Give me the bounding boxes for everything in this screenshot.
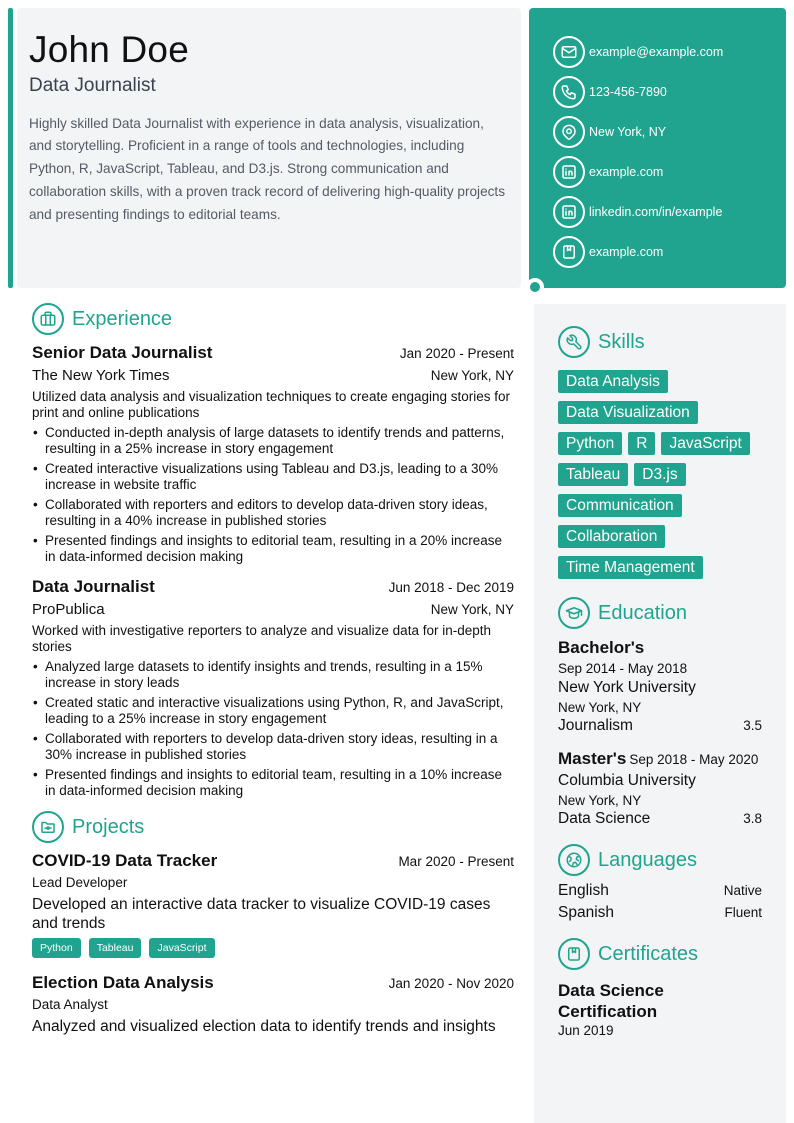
institution: Columbia University [558,772,696,789]
section-title: Skills [598,330,645,353]
job-bullet: • Analyzed large datasets to identify insights and trends, resulting in a 15% increase in story leads [32,659,514,691]
candidate-role: Data Journalist [29,74,156,96]
job-description: Utilized data analysis and visualization techniques to create engaging stories for print and online publications [32,389,511,420]
language-row [558,882,762,900]
contact-website-2-text: example.com [589,245,664,259]
education-dates: Sep 2018 - May 2020 [629,752,759,767]
job-dates: Jun 2018 - Dec 2019 [388,580,514,595]
skill-tag: Time Management [558,556,703,579]
language-name: Spanish [558,904,615,921]
linkedin-icon [553,196,585,228]
certificate-item [558,980,762,1038]
certificate-icon [558,938,590,970]
experience-header [32,303,514,335]
job-bullet: • Collaborated with reporters and editors to develop data-driven story ideas, resulting in a 40% increase in published stories [32,497,514,529]
contact-website-1-text: example.com [589,165,664,179]
location-pin-icon [553,116,585,148]
job-bullet: • Conducted in-depth analysis of large datasets to identify trends and patterns, resulting in a 25% increase in story engagement [32,425,514,457]
job-bullet: • Presented findings and insights to editorial team, resulting in a 20% increase in data-informed decision making [32,533,514,565]
contact-linkedin-text: linkedin.com/in/example [589,205,723,219]
language-name: English [558,882,609,899]
job-bullets [32,425,514,565]
section-title: Certificates [598,942,699,965]
project-title: Election Data Analysis [32,973,214,992]
globe-icon [558,844,590,876]
folder-icon [32,811,64,843]
mail-icon [553,36,585,68]
skills-header [558,326,762,358]
education-header [558,597,762,629]
accent-bar [8,8,13,288]
field-of-study: Data Science [558,810,651,827]
header-panel [17,8,521,288]
job-title: Data Journalist [32,577,155,596]
certificate-date: Jun 2019 [558,1023,614,1038]
connector-dot [526,278,544,296]
contact-website-2[interactable] [553,232,786,272]
education-location: New York, NY [558,700,642,715]
gpa: 3.5 [743,718,762,733]
project-dates: Mar 2020 - Present [398,854,514,869]
company-name: The New York Times [32,367,170,384]
job-bullet: • Created interactive visualizations using Tableau and D3.js, leading to a 30% increase in website traffic [32,461,514,493]
contact-website-1[interactable] [553,152,786,192]
contact-email-text: example@example.com [589,45,724,59]
contact-location-text: New York, NY [589,125,667,139]
main-column [32,303,514,1036]
contact-email[interactable] [553,32,786,72]
languages-list [558,882,762,922]
job-description: Worked with investigative reporters to analyze and visualize data for in-depth stories [32,623,491,654]
experience-item [32,577,514,799]
education-item [558,638,762,735]
project-tags [32,938,514,958]
company-name: ProPublica [32,601,105,618]
candidate-name: John Doe [29,29,189,70]
project-tag: Python [32,938,81,958]
job-bullet: • Collaborated with reporters to develop data-driven story ideas, resulting in a 30% increase in published stories [32,731,514,763]
section-title: Languages [598,848,697,871]
certificate-name: Data Science Certification [558,981,664,1021]
skills-list [558,370,766,579]
job-bullet: • Presented findings and insights to editorial team, resulting in a 10% increase in data-informed decision making [32,767,514,799]
project-role: Data Analyst [32,997,108,1012]
certificates-header [558,938,762,970]
projects-header [32,811,514,843]
project-dates: Jan 2020 - Nov 2020 [388,976,514,991]
sidebar [534,304,786,1123]
project-title: COVID-19 Data Tracker [32,851,218,870]
skill-tag: Data Visualization [558,401,698,424]
project-tag: Tableau [89,938,142,958]
contact-panel [529,8,786,288]
section-title: Experience [72,307,173,330]
language-level: Fluent [724,905,762,920]
language-row [558,904,762,922]
project-description: Analyzed and visualized election data to identify trends and insights [32,1018,496,1035]
job-bullets [32,659,514,799]
skill-tag: Tableau [558,463,628,486]
project-description: Developed an interactive data tracker to visualize COVID-19 cases and trends [32,896,491,932]
gpa: 3.8 [743,811,762,826]
languages-header [558,844,762,876]
skill-tag: Python [558,432,622,455]
contact-phone[interactable] [553,72,786,112]
wrench-icon [558,326,590,358]
job-dates: Jan 2020 - Present [399,346,514,361]
section-title: Education [598,601,687,624]
project-item [32,973,514,1036]
briefcase-icon [32,303,64,335]
job-location: New York, NY [430,602,514,617]
project-role: Lead Developer [32,875,128,890]
graduation-cap-icon [558,597,590,629]
education-dates: Sep 2014 - May 2018 [558,661,688,676]
project-item [32,851,514,958]
contact-location [553,112,786,152]
contact-linkedin[interactable] [553,192,786,232]
contact-phone-text: 123-456-7890 [589,85,667,99]
job-location: New York, NY [430,368,514,383]
job-bullet: • Created static and interactive visualizations using Python, R, and JavaScript, leading to a 25% increase in story engagement [32,695,514,727]
experience-item [32,343,514,565]
degree: Master's [558,749,627,768]
institution: New York University [558,679,696,696]
education-item [558,749,762,828]
summary-text: Highly skilled Data Journalist with experience in data analysis, visualization, and storytelling. Proficient in a range of tools and technologies, including Python, R, JavaScript, Tableau, and D3.js. Strong communication and collaboration skills, with a proven track record of delivering high-quality projects and presenting findings to editorial teams. [29,115,506,222]
skill-tag: Data Analysis [558,370,668,393]
education-location: New York, NY [558,793,642,808]
job-title: Senior Data Journalist [32,343,213,362]
skill-tag: D3.js [634,463,685,486]
language-level: Native [723,883,762,898]
degree: Bachelor's [558,638,645,657]
skill-tag: Collaboration [558,525,665,548]
skill-tag: JavaScript [661,432,749,455]
field-of-study: Journalism [558,717,633,734]
section-title: Projects [72,815,145,838]
phone-icon [553,76,585,108]
bookmark-icon [553,236,585,268]
project-tag: JavaScript [149,938,214,958]
skill-tag: Communication [558,494,682,517]
linkedin-icon [553,156,585,188]
skill-tag: R [628,432,655,455]
